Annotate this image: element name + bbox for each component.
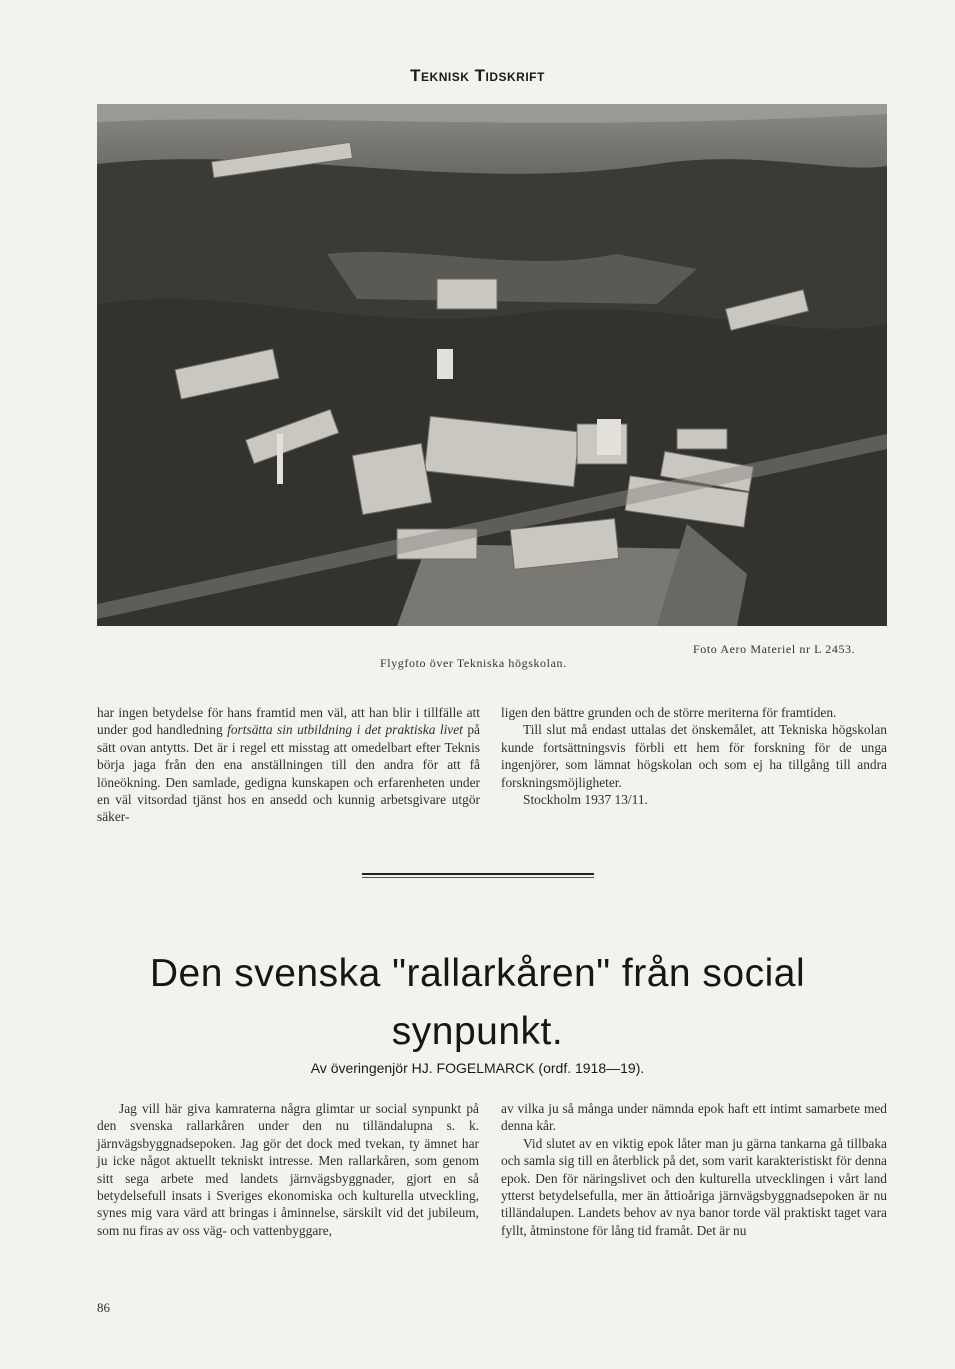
previous-article-paragraph: [97, 704, 480, 826]
journal-header: Teknisk Tidskrift: [410, 66, 545, 85]
article-title-line-1: Den svenska "rallarkåren" från social: [149, 952, 806, 995]
article-title-line-2: synpunkt.: [391, 1010, 564, 1053]
previous-article-column-2: [501, 704, 887, 808]
emphasis-text: fortsätta sin utbildning i det praktiska livet: [227, 722, 463, 738]
article-title: [60, 945, 895, 1061]
section-divider-thin: [362, 877, 594, 878]
text-run: har ingen betydelse för hans framtid men väl, att han blir i tillfälle att under god handledning: [97, 705, 480, 738]
photo-caption: Flygfoto över Tekniska högskolan.: [380, 656, 567, 670]
section-divider: [362, 873, 594, 875]
text-run: på sätt ovan antytts. Det är i regel ett misstag att omedelbart efter Teknis börja jaga från den ena anställningen till den andra för att få löneökning. Den samlade, gedigna kunskapen och erfarenheten under en väl vitsordad tjänst hos en ansedd och kunnig arbetsgivare utgör säker-: [97, 722, 480, 825]
previous-article-paragraph: Till slut må endast uttalas det önskemålet, att Tekniska högskolan kunde fortsättningsvis förbli ett hem för forskning för de unga ingenjörer, som lämnat högskolan och som ej ha tillgång till andra forskningsmöjligheter.: [501, 722, 887, 790]
aerial-photo-illustration: [97, 104, 887, 626]
article-paragraph: av vilka ju så många under nämnda epok haft ett intimt samarbete med denna kår.: [501, 1101, 887, 1134]
article-column-1: [97, 1100, 479, 1239]
page-number: 86: [97, 1300, 110, 1315]
signoff-place-date: Stockholm 1937 13/11.: [523, 792, 648, 808]
article-byline: Av överingenjör HJ. FOGELMARCK (ordf. 1918—19).: [310, 1060, 645, 1076]
aerial-photo: [97, 104, 887, 626]
article-column-2: [501, 1100, 887, 1239]
article-paragraph: Jag vill här giva kamraterna några glimtar ur social synpunkt på den svenska rallarkåren under den nu tilländalupna s. k. järnvägsbyggnadsepoken. Jag gör det dock med tvekan, ty ämnet har ju icke något aktuellt tekniskt intresse. Men rallarkåren, som genom sitt sega arbete med landets järnvägsbyggnader, gjort en så betydelsefull insats i Sveriges ekonomiska och kulturella utveckling, synes mig vara värd att bringas i åminnelse, särskilt vid det jubileum, som nu firas av oss väg- och vattenbyggare,: [97, 1101, 479, 1238]
article-paragraph: Vid slutet av en viktig epok låter man ju gärna tankarna gå tillbaka och samla sig till en återblick på det, som varit karakteristiskt för denna epok. Den för näringslivet och den kulturella utvecklingen i vårt land ytterst betydelsefulla, mer än åttioåriga järnvägsbyggnadsepoken är nu tilländalupen. Landets behov av nya banor torde väl praktiskt taget vara fyllt, åtminstone för lång tid framåt. Det är nu: [501, 1135, 887, 1238]
previous-article-paragraph: ligen den bättre grunden och de större meriterna för framtiden.: [501, 705, 837, 720]
previous-article-column-1: [97, 704, 480, 826]
photo-credit: Foto Aero Materiel nr L 2453.: [693, 642, 856, 656]
